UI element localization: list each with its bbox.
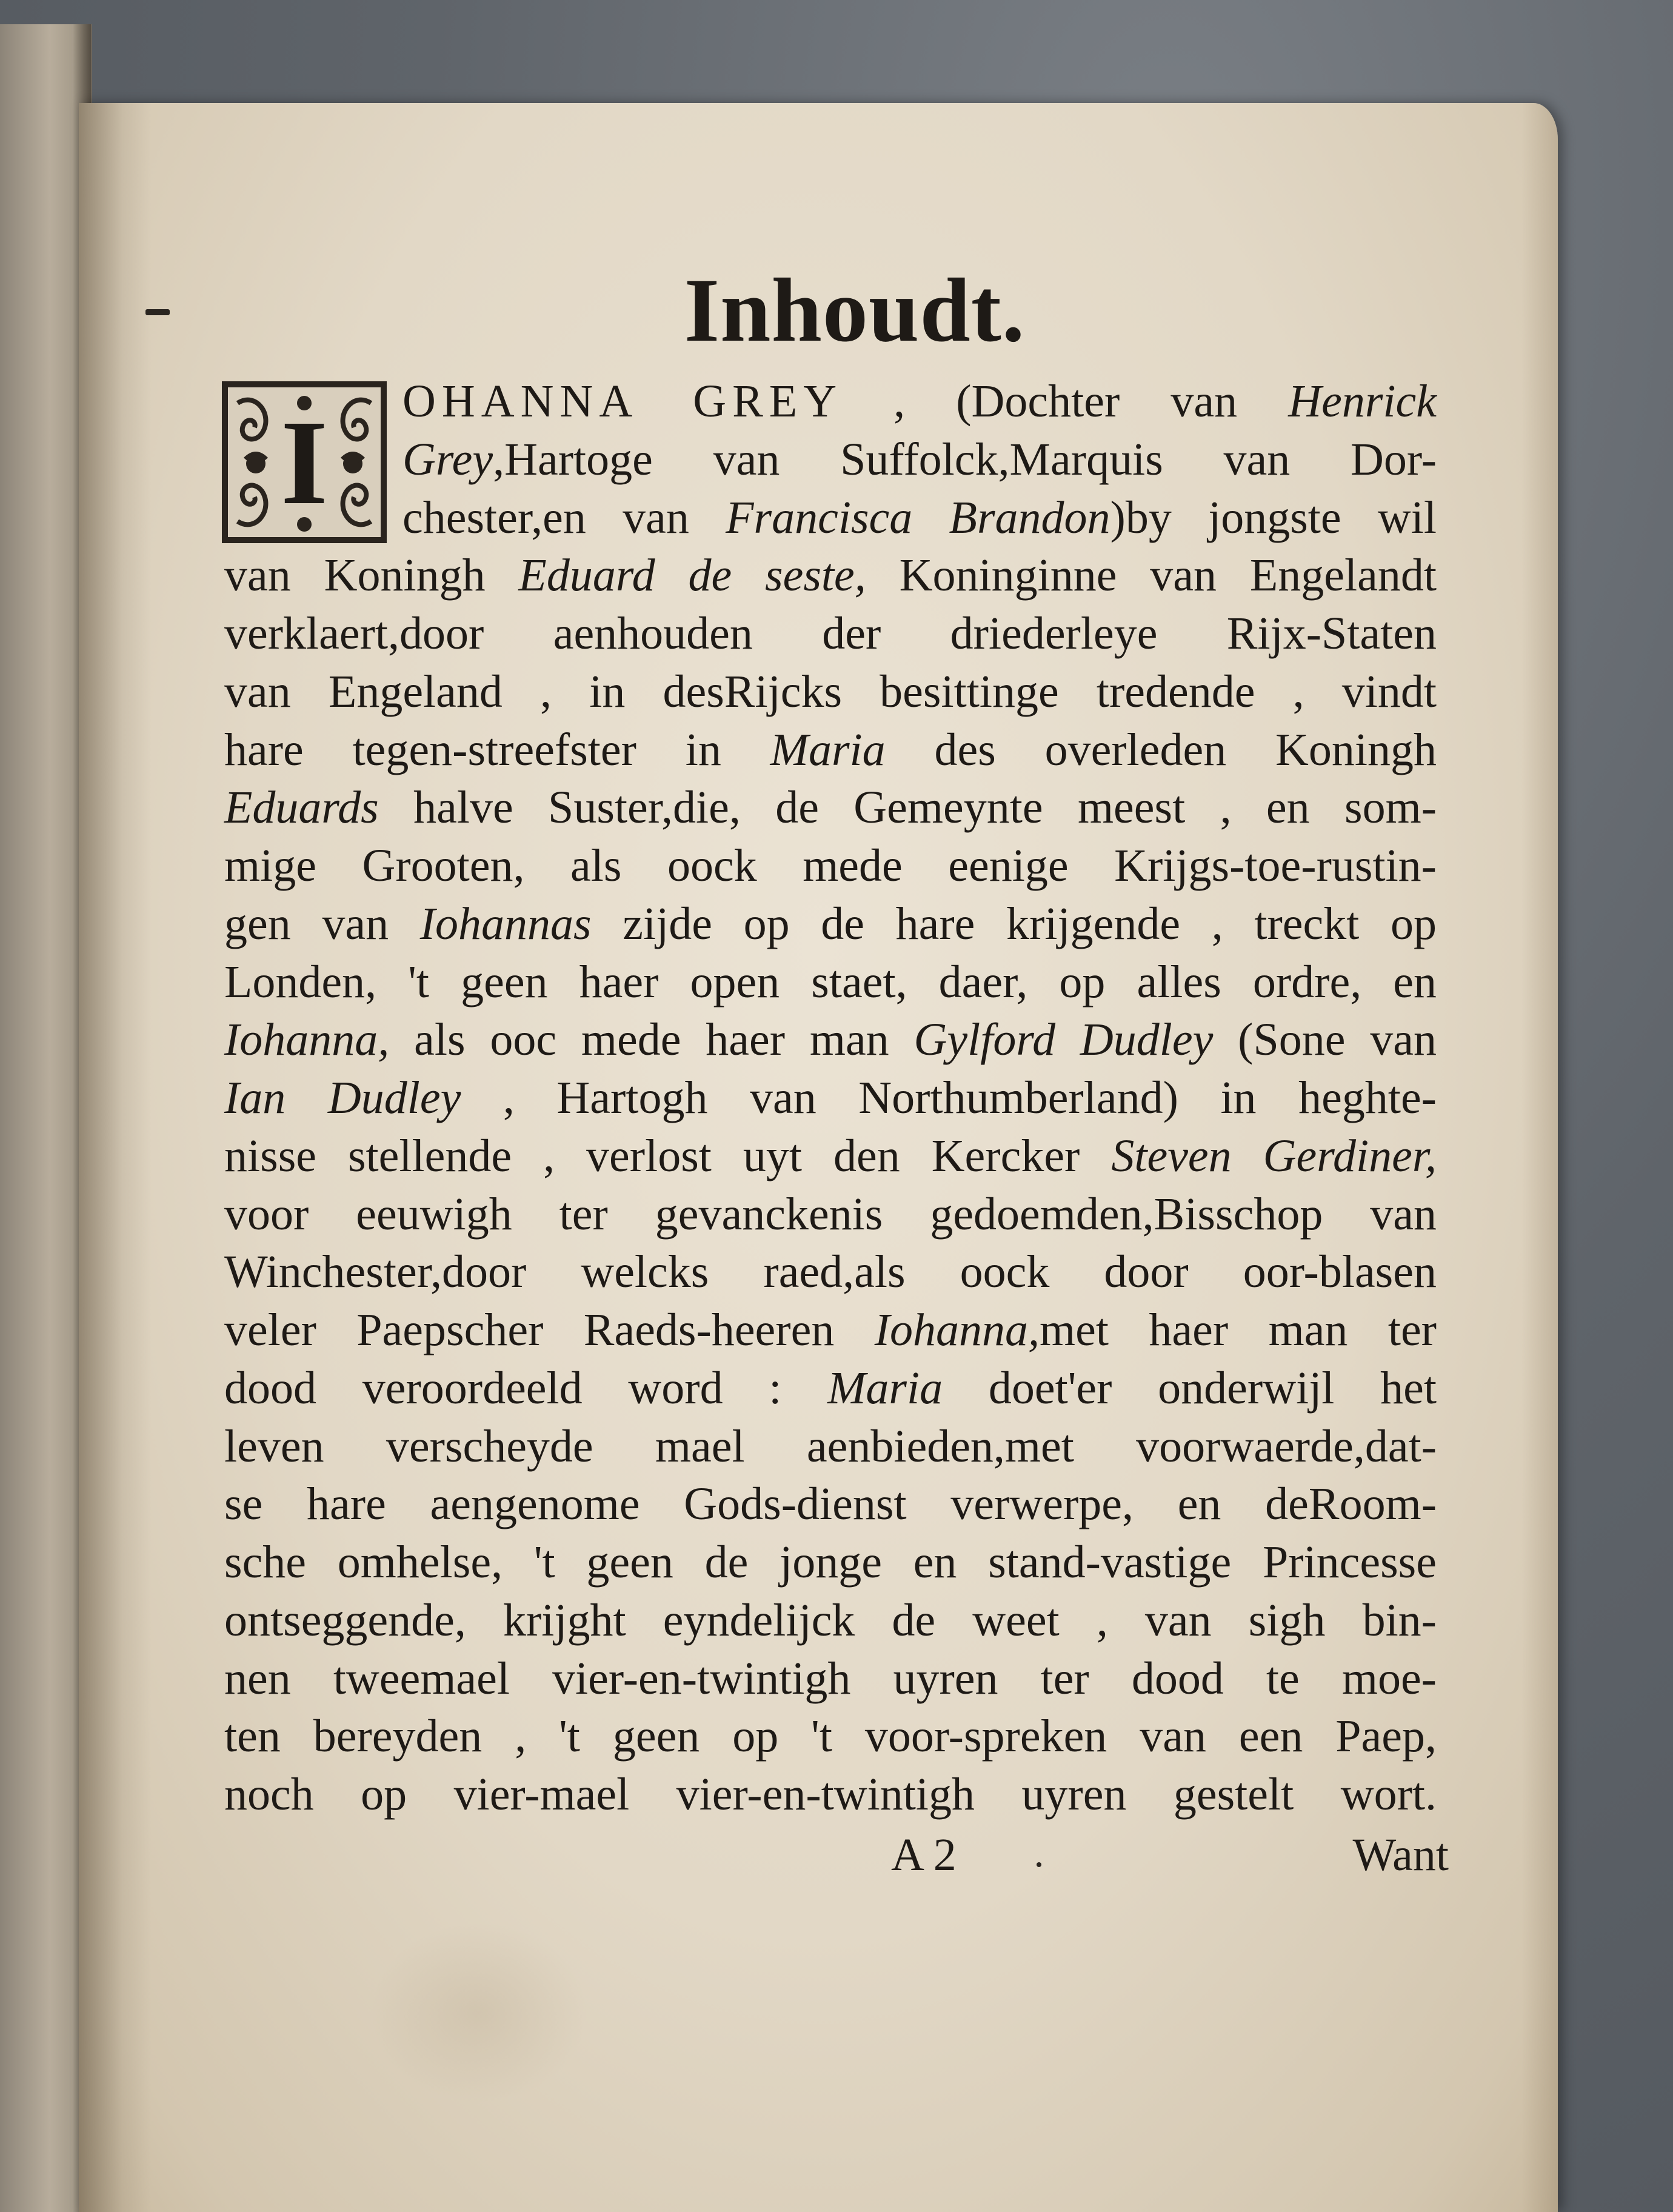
text-line — [224, 547, 1437, 605]
italic-text: Eduard de seste, — [518, 550, 866, 601]
roman-text: des overleden Koningh — [885, 724, 1437, 775]
gutter-shadow — [79, 103, 152, 2212]
roman-text: se hare aengenome Gods-dienst verwerpe, en deRoom- — [224, 1479, 1437, 1530]
roman-text: Koninginne van Engelandt — [866, 550, 1437, 601]
roman-text: van Koningh — [224, 550, 519, 601]
roman-text: als ooc mede haer man — [389, 1014, 914, 1066]
italic-text: Grey — [402, 433, 493, 485]
roman-text: halve Suster,die, de Gemeynte meest , en som- — [378, 782, 1437, 834]
text-line — [224, 779, 1437, 837]
italic-text: Ian Dudley — [224, 1072, 461, 1123]
italic-text: Henrick — [1288, 376, 1437, 427]
book-page — [79, 103, 1558, 2212]
italic-text: Gylford Dudley — [913, 1014, 1214, 1066]
italic-text: Maria — [770, 724, 886, 775]
text-line — [224, 1186, 1437, 1244]
page-heading: Inhoudt. — [684, 260, 1026, 361]
roman-text: doet'er onderwijl het — [943, 1362, 1437, 1414]
text-line — [224, 1592, 1437, 1650]
roman-text: ten bereyden , 't geen op 't voor-spreken van een Paep, — [224, 1711, 1437, 1762]
roman-text: verklaert,door aenhouden der driederleye Rijx-Staten — [224, 608, 1437, 659]
roman-text: Londen, 't geen haer open staet, daer, op alles ordre, en — [224, 956, 1437, 1007]
italic-text: Iohanna, — [874, 1305, 1040, 1355]
roman-text: hare tegen-streefster in — [224, 724, 770, 775]
roman-text: nen tweemael vier-en-twintigh uyren ter dood te moe- — [224, 1652, 1437, 1704]
roman-text: , (Dochter van — [843, 376, 1289, 427]
roman-text: ontseggende, krijght eyndelijck de weet , van sigh bin- — [224, 1594, 1437, 1646]
text-line — [224, 663, 1437, 721]
text-line — [224, 1128, 1437, 1186]
paper-stain — [370, 1922, 588, 2103]
roman-text: chester,en van — [402, 492, 726, 543]
text-line — [224, 895, 1437, 954]
fore-edge — [1521, 103, 1558, 2212]
text-line — [224, 373, 1437, 431]
roman-text: zijde op de hare krijgende , treckt op — [591, 898, 1437, 949]
italic-text: Eduards — [224, 782, 379, 834]
signature-mark: A 2 — [891, 1829, 957, 1880]
text-line — [224, 1301, 1437, 1360]
roman-text: ,Hartoge van Suffolck,Marquis van Dor- — [493, 433, 1437, 485]
text-line — [224, 1650, 1437, 1708]
text-line — [224, 1069, 1437, 1128]
text-line — [224, 605, 1437, 663]
text-line — [224, 1534, 1437, 1592]
roman-text: dood veroordeeld word : — [224, 1362, 828, 1414]
page-footer — [224, 1829, 1449, 1890]
ornamental-initial-icon — [219, 379, 389, 546]
text-line — [224, 1011, 1437, 1069]
text-line — [224, 1418, 1437, 1476]
roman-text: voor eeuwigh ter gevanckenis gedoemden,Bisschop van — [224, 1188, 1437, 1240]
roman-text: leven verscheyde mael aenbieden,met voorwaerde,dat- — [224, 1420, 1437, 1472]
roman-text: sche omhelse, 't geen de jonge en stand-vastige Princesse — [224, 1537, 1437, 1588]
text-line — [224, 431, 1437, 489]
italic-text: Francisca Brandon — [726, 492, 1110, 543]
margin-mark — [145, 309, 170, 315]
roman-text: )by jongste wil — [1110, 492, 1437, 543]
ink-dot — [1037, 1862, 1041, 1867]
text-line — [224, 837, 1437, 895]
text-block — [224, 260, 1449, 1890]
roman-text: nisse stellende , verlost uyt den Kercker — [224, 1130, 1112, 1181]
italic-text: Iohannas — [419, 898, 592, 949]
roman-text: gen van — [224, 898, 420, 949]
roman-text: mige Grooten, als oock mede eenige Krijgs-toe-rustin- — [224, 840, 1437, 891]
text-line — [224, 1360, 1437, 1418]
text-lines — [224, 373, 1437, 1824]
small-caps-text: OHANNA GREY — [402, 376, 843, 427]
roman-text: met haer man ter — [1040, 1305, 1437, 1355]
text-line — [224, 1243, 1437, 1301]
text-line — [224, 489, 1437, 547]
svg-text:I: I — [281, 396, 328, 530]
decorated-initial — [219, 379, 389, 546]
roman-text: (Sone van — [1213, 1014, 1437, 1066]
text-line — [224, 721, 1437, 780]
roman-text: van Engeland , in desRijcks besittinge tredende , vindt — [224, 666, 1437, 717]
italic-text: Iohanna, — [224, 1014, 390, 1066]
italic-text: Maria — [827, 1362, 943, 1414]
italic-text: Steven Gerdiner, — [1111, 1130, 1437, 1181]
text-line — [224, 1708, 1437, 1766]
body-text — [224, 373, 1437, 1824]
roman-text: Winchester,door welcks raed,als oock door oor-blasen — [224, 1246, 1437, 1298]
text-line — [224, 1475, 1437, 1534]
catchword: Want — [1352, 1829, 1449, 1880]
text-line — [224, 1766, 1437, 1824]
roman-text: veler Paepscher Raeds-heeren — [224, 1305, 875, 1355]
text-line — [224, 954, 1437, 1012]
roman-text: noch op vier-mael vier-en-twintigh uyren gestelt wort. — [224, 1769, 1437, 1820]
roman-text: , Hartogh van Northumberland) in heghte- — [461, 1072, 1437, 1123]
